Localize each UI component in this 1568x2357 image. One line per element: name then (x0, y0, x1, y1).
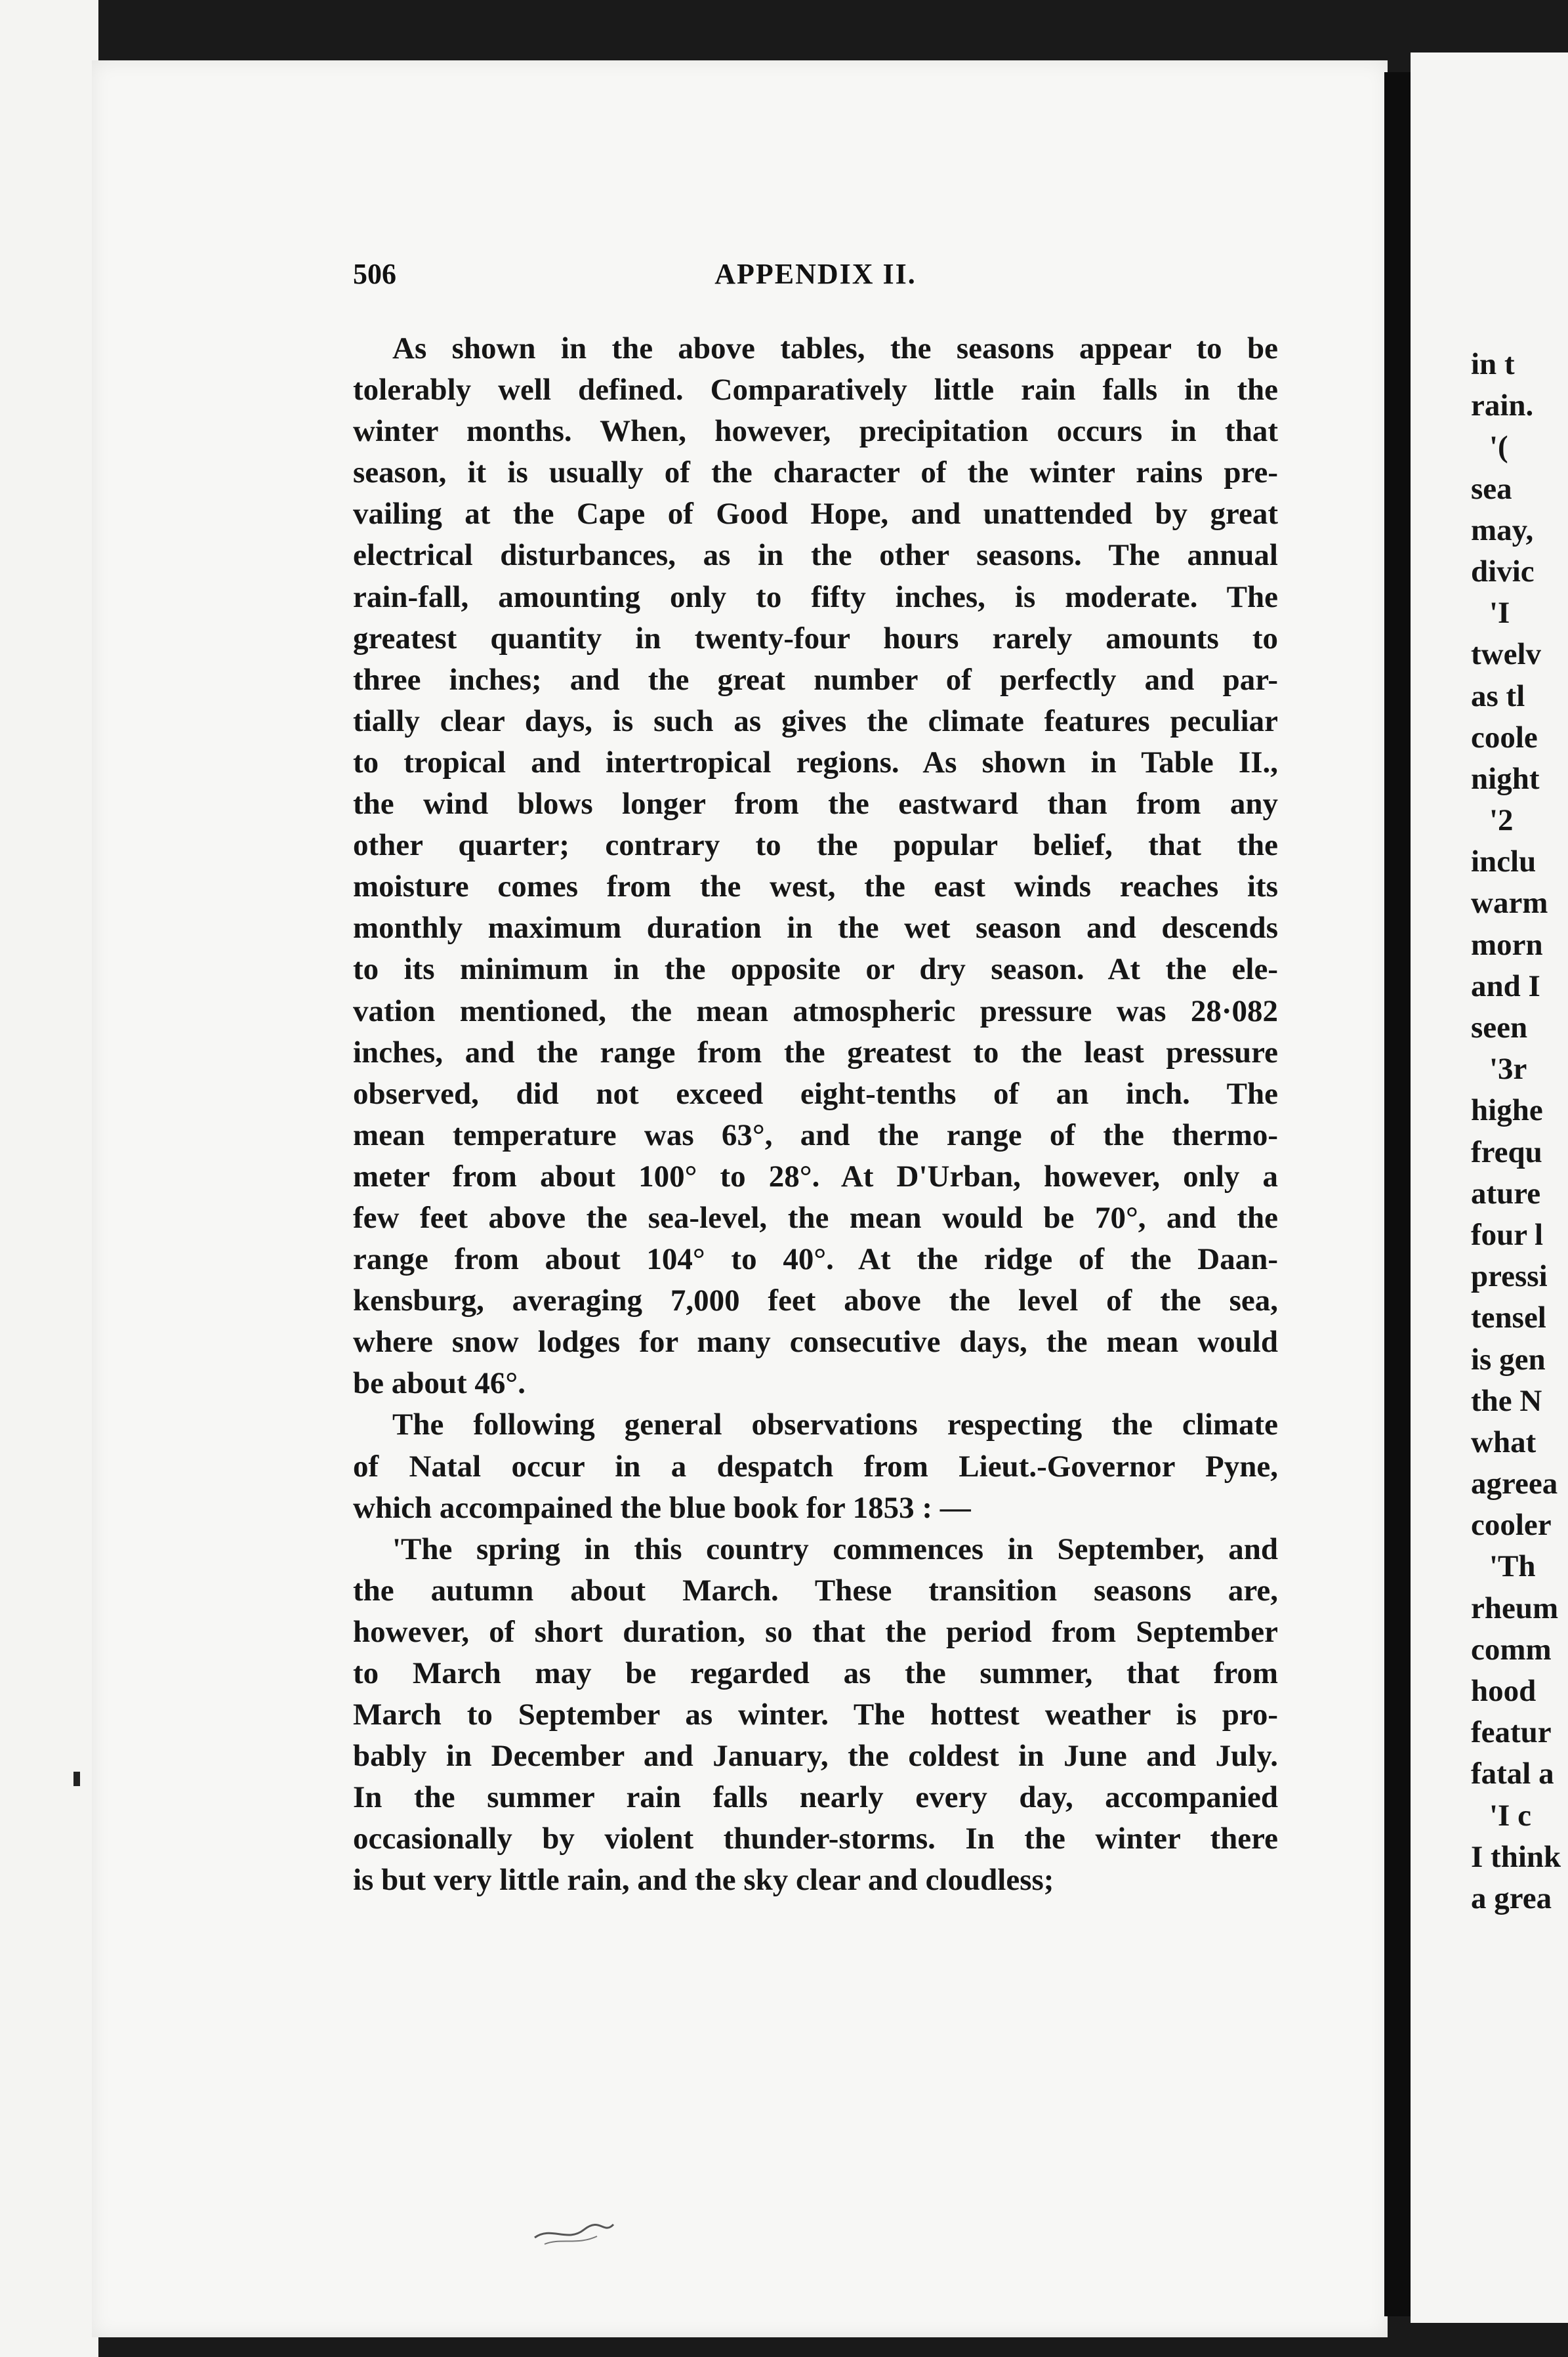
text-line: observed, did not exceed eight-tenths of an inch. The (353, 1076, 1278, 1111)
text-line-fragment: four l (1471, 1217, 1544, 1252)
text-line-fragment: 'Th (1489, 1549, 1536, 1584)
text-line-fragment: twelv (1471, 637, 1542, 672)
text-line-fragment: tensel (1471, 1301, 1546, 1335)
right-page-text (1471, 344, 1568, 1919)
text-line-fragment: 'I (1489, 596, 1510, 631)
text-line: The following general observations respecting the climate (392, 1408, 1278, 1442)
text-line: electrical disturbances, as in the other seasons. The annual (353, 538, 1278, 573)
text-line-fragment: featur (1471, 1715, 1552, 1750)
text-line-fragment: pressi (1471, 1259, 1548, 1294)
text-line-fragment: '( (1489, 430, 1508, 465)
text-line-fragment: warm (1471, 886, 1548, 921)
text-line-fragment: morn (1471, 927, 1543, 962)
text-line: vation mentioned, the mean atmospheric pressure was 28·082 (353, 993, 1278, 1028)
text-line-fragment: may, (1471, 512, 1534, 547)
page-body-text (353, 328, 1278, 1902)
text-line-fragment: in t (1471, 347, 1515, 381)
text-line: tially clear days, is such as gives the climate features peculiar (353, 703, 1278, 738)
text-line: three inches; and the great number of perfectly and par- (353, 662, 1278, 697)
text-line-fragment: coole (1471, 720, 1538, 755)
text-line: be about 46°. (353, 1366, 526, 1401)
text-line: the autumn about March. These transition seasons are, (353, 1573, 1278, 1608)
text-line: March to September as winter. The hottest weather is pro- (353, 1698, 1278, 1732)
text-line: inches, and the range from the greatest to the least pressure (353, 1035, 1278, 1070)
text-line-fragment: agreea (1471, 1467, 1558, 1501)
text-line-fragment: highe (1471, 1093, 1543, 1128)
running-head (353, 257, 1278, 303)
text-line-fragment: the N (1471, 1383, 1542, 1418)
text-line-fragment: inclu (1471, 845, 1537, 879)
text-line: to its minimum in the opposite or dry season. At the ele- (353, 952, 1278, 987)
text-line-fragment: 'I c (1489, 1798, 1531, 1833)
text-line: In the summer rain falls nearly every day, accompanied (353, 1780, 1278, 1815)
text-line-fragment: what (1471, 1425, 1537, 1459)
text-line: vailing at the Cape of Good Hope, and unattended by great (353, 497, 1278, 532)
text-line: is but very little rain, and the sky clear and cloudless; (353, 1863, 1054, 1898)
text-line: to tropical and intertropical regions. As shown in Table II., (353, 745, 1278, 780)
text-line: however, of short duration, so that the period from September (353, 1614, 1278, 1649)
text-line-fragment: fatal a (1471, 1757, 1554, 1791)
text-line: other quarter; contrary to the popular belief, that the (353, 828, 1278, 863)
text-line-fragment: I think (1471, 1839, 1561, 1874)
text-line: occasionally by violent thunder-storms. In the winter there (353, 1822, 1278, 1856)
text-line-fragment: sea (1471, 471, 1512, 506)
text-line-fragment: comm (1471, 1632, 1552, 1667)
text-line-fragment: and I (1471, 969, 1540, 1003)
text-line-fragment: rheum (1471, 1591, 1559, 1625)
text-line: few feet above the sea-level, the mean would be 70°, and the (353, 1200, 1278, 1235)
text-line-fragment: night (1471, 761, 1540, 796)
text-line-fragment: rain. (1471, 388, 1534, 423)
text-line-fragment: divic (1471, 554, 1535, 589)
text-line: As shown in the above tables, the seasons appear to be (392, 331, 1278, 365)
text-line: which accompained the blue book for 1853 : — (353, 1490, 971, 1525)
text-line: winter months. When, however, precipitation occurs in that (353, 414, 1278, 449)
page-number: 506 (353, 258, 396, 290)
text-line: kensburg, averaging 7,000 feet above the level of the sea, (353, 1283, 1278, 1318)
text-line: season, it is usually of the character of the winter rains pre- (353, 455, 1278, 490)
text-line-fragment: ature (1471, 1176, 1541, 1211)
text-line: the wind blows longer from the eastward than from any (353, 787, 1278, 822)
text-line: mean temperature was 63°, and the range of the thermo- (353, 1117, 1278, 1152)
margin-mark (73, 1772, 80, 1786)
text-line-fragment: a grea (1471, 1881, 1552, 1915)
text-line: tolerably well defined. Comparatively little rain falls in the (353, 373, 1278, 407)
text-line: greatest quantity in twenty-four hours rarely amounts to (353, 621, 1278, 656)
book-gutter (1384, 72, 1414, 2316)
text-line: where snow lodges for many consecutive days, the mean would (353, 1325, 1278, 1360)
text-line-fragment: hood (1471, 1674, 1537, 1708)
text-line-fragment: frequ (1471, 1135, 1542, 1169)
text-line: meter from about 100° to 28°. At D'Urban, however, only a (353, 1159, 1278, 1194)
text-line-fragment: as tl (1471, 678, 1525, 713)
text-line-fragment: '3r (1489, 1052, 1527, 1087)
text-line: 'The spring in this country commences in September, and (392, 1532, 1278, 1566)
text-line: range from about 104° to 40°. At the ridge of the Daan- (353, 1242, 1278, 1277)
text-line: to March may be regarded as the summer, that from (353, 1656, 1278, 1690)
text-line: monthly maximum duration in the wet season and descends (353, 911, 1278, 946)
text-line: moisture comes from the west, the east winds reaches its (353, 869, 1278, 904)
text-line-fragment: '2 (1489, 803, 1514, 838)
text-line: rain-fall, amounting only to fifty inches, is moderate. The (353, 579, 1278, 614)
pencil-scribble (531, 2218, 617, 2251)
text-line-fragment: is gen (1471, 1342, 1546, 1377)
text-line: of Natal occur in a despatch from Lieut.-Governor Pyne, (353, 1449, 1278, 1484)
scan-background (0, 0, 98, 2357)
text-line: bably in December and January, the coldest in June and July. (353, 1739, 1278, 1774)
text-line-fragment: cooler (1471, 1508, 1552, 1543)
page-header: APPENDIX II. (714, 258, 917, 290)
text-line-fragment: seen (1471, 1011, 1528, 1045)
